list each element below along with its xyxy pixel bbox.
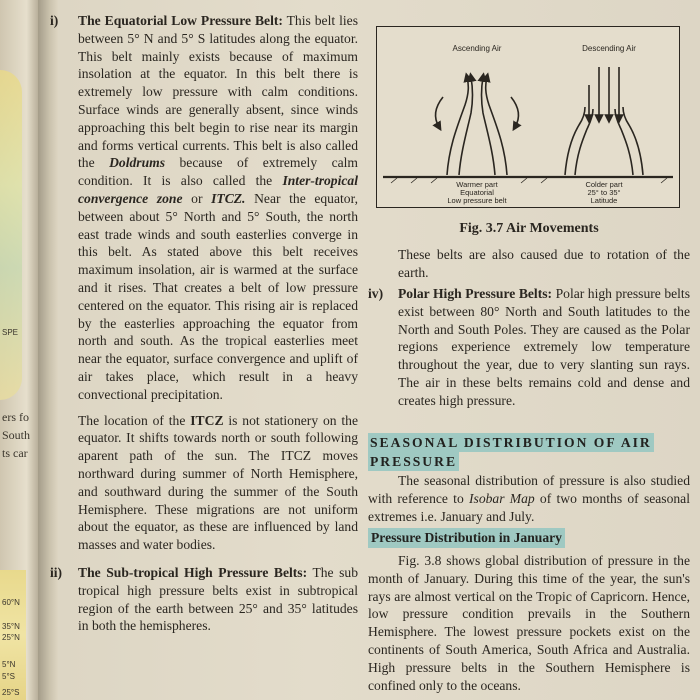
section-heading: [368, 433, 690, 471]
air-movements-diagram: [377, 27, 679, 207]
book-gutter: [38, 0, 58, 700]
base-label-right: Latitude: [590, 196, 618, 205]
descending-air-arrows: [565, 67, 643, 175]
body-text: Fig. 3.8 shows global distribution of pressure in the month of January. During this time of the year, the sun's rays are almost vertical on the Tropic of Capricorn. Hence, low pressure condition prevails in the Southern Hemisphere. The lowest pressure pockets exist on the continents of South America, South Africa and Australia. High pressure belts in the Southern Hemisphere is confined only to the oceans.: [368, 553, 690, 693]
air-movements-figure: [376, 26, 680, 208]
paragraph: [78, 12, 358, 404]
body-text: The sub tropical high pressure belts exist in subtropical region of the earth between 25° and 35° latitudes in both the hemispheres.: [78, 564, 358, 634]
base-label-right: 25° to 35°: [587, 188, 621, 197]
left-column: [50, 12, 359, 635]
body-text: Near the equator, between about 5° North and 5° South, the north east trade winds and south easterlies converge in this belt. As stated above this belt receives maximum insolation, air is warmed at the surface and it rises. That creates a belt of low pressure centered on the equator. This rising air is replaced by the easterlies approaching the equator from north and south. As the tropical easterlies meet near the equator, surface convergence and uplift of air takes place, which result in a heavy convectional precipitation.: [78, 190, 358, 402]
section-paragraph: [368, 472, 690, 525]
label-descending-air: Descending Air: [582, 44, 636, 53]
list-item-equatorial-belt: [50, 12, 359, 404]
base-label-left: Low pressure belt: [447, 196, 507, 205]
body-text: because of extremely calm condition. It is also called the: [78, 155, 359, 189]
base-label-left: Equatorial: [460, 188, 494, 197]
subheading: Pressure Distribution in January: [368, 528, 565, 548]
latitude-label: 5°S: [2, 672, 15, 681]
book-page: [50, 0, 700, 700]
list-item-subtropical-belt: [50, 564, 358, 635]
prev-page-text-line: ers fo: [2, 410, 29, 424]
latitude-label: 35°N: [2, 622, 20, 631]
body-text: or: [191, 190, 203, 206]
paragraph: [78, 564, 358, 635]
item-title: The Equatorial Low Pressure Belt:: [78, 13, 283, 28]
body-text: of two months of seasonal extremes i.e. January and July.: [368, 490, 690, 524]
previous-page-strip: [0, 0, 38, 700]
body-text: The seasonal distribution of pressure is also studied with reference to: [368, 473, 690, 506]
base-label-left: Warmer part: [456, 180, 498, 189]
term: Inter-tropical convergence zone: [78, 173, 358, 206]
map-fragment: [0, 70, 22, 400]
prev-page-text-line: South: [2, 428, 31, 442]
body-text: These belts are also caused due to rotation of the earth.: [398, 247, 690, 280]
item-title: Polar High Pressure Belts:: [398, 286, 553, 301]
latitude-label: 60°N: [2, 598, 20, 607]
item-number: iv): [368, 286, 384, 301]
item-title: The Sub-tropical High Pressure Belts:: [78, 564, 308, 580]
term: Isobar Map: [469, 490, 535, 506]
paragraph: [398, 285, 690, 410]
subheading-january: [368, 528, 690, 548]
item-number: i): [50, 13, 59, 28]
body-text: The location of the: [78, 412, 186, 428]
section-heading-line: PRESSURE: [370, 454, 458, 469]
term: ITCZ.: [211, 190, 246, 206]
term: ITCZ: [190, 412, 224, 428]
latitude-label: 5°N: [2, 660, 16, 669]
base-label-right: Colder part: [585, 180, 623, 189]
list-item-polar-belt: [368, 285, 690, 410]
section-heading-line: SEASONAL DISTRIBUTION OF AIR: [370, 435, 652, 450]
label-ascending-air: Ascending Air: [452, 44, 502, 53]
ground-hatching: [391, 178, 667, 183]
body-text: is not stationery on the equator. It shifts towards north or south following aparent path of the sun. The ITCZ moves northward during summer of North Hemisphere, and southward during the summer of the South Hemisphere. These migrations are not uniform about the equator, as these are influenced by land masses and water bodies.: [78, 412, 359, 553]
prev-page-tag: SPE: [2, 328, 19, 337]
ascending-air-arrows: [436, 77, 519, 175]
continuation-paragraph: [368, 246, 690, 282]
item-number: ii): [50, 564, 63, 580]
latitude-label: 25°S: [2, 688, 20, 697]
prev-page-text-line: ts car: [2, 446, 28, 460]
january-paragraph: [368, 552, 690, 694]
term: Doldrums: [109, 155, 165, 171]
body-text: This belt lies between 5° N and 5° S latitudes along the equator. This belt mainly exists because of maximum insolation at the equator. In this belt there is extremely low pressure with calm conditions. Surface winds are generally absent, since winds approaching this belt begin to rise near its margin and forms vertical currents. This belt is also called the: [78, 13, 358, 171]
body-text: Polar high pressure belts exist between 80° North and South latitudes to the North and South Poles. They are caused as the Polar regions experience extremely low temperature throughout the year, due to very slanting sun rays. The air in these belts remains cold and dense and creates high pressure.: [398, 286, 690, 408]
figure-caption: Fig. 3.7 Air Movements: [459, 221, 599, 236]
paragraph-itcz: [58, 412, 358, 554]
latitude-label: 25°N: [2, 633, 20, 642]
